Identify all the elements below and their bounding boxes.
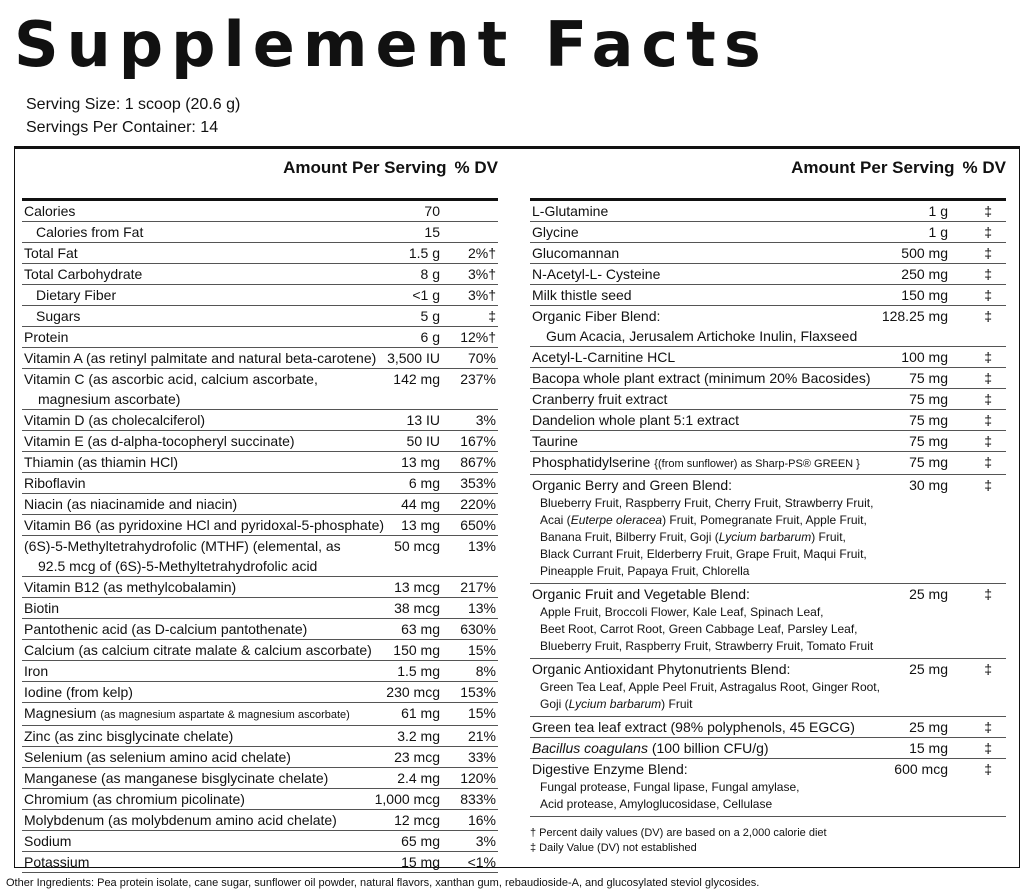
nutrient-name-text: Sodium	[24, 833, 72, 849]
amount-header: Amount Per Serving	[283, 158, 447, 177]
amount-value: 1.5 g	[408, 245, 440, 261]
other-ingredients: Other Ingredients: Pea protein isolate, cane sugar, sunflower oil powder, natural flavors, xanthan gum, rebaudioside-A, and glucosylated steviol glycosides.	[6, 877, 760, 889]
dv-header: % DV	[962, 158, 1006, 177]
table-row	[530, 431, 1006, 452]
amount-value: 230 mcg	[386, 684, 440, 700]
table-row	[22, 264, 498, 285]
table-row	[22, 431, 498, 452]
daily-value: <1%	[467, 854, 496, 870]
table-row	[22, 789, 498, 810]
amount-value: 13 mg	[401, 517, 440, 533]
daily-value: 3%	[475, 833, 496, 849]
nutrient-name-text: Sugars	[36, 308, 81, 324]
amount-value: 150 mg	[393, 642, 440, 658]
table-row	[22, 222, 498, 243]
daily-value: ‡	[984, 454, 992, 470]
daily-value: 153%	[460, 684, 496, 700]
table-row	[22, 726, 498, 747]
table-row	[22, 831, 498, 852]
latin-name: Lycium barbarum	[718, 530, 812, 544]
daily-value: ‡	[984, 266, 992, 282]
nutrient-name-text: Organic Fiber Blend:	[532, 308, 661, 324]
nutrient-name-text: Glycine	[532, 224, 579, 240]
table-row	[22, 619, 498, 640]
amount-value: 1 g	[928, 224, 948, 240]
table-row	[22, 410, 498, 431]
amount-value: 44 mg	[401, 496, 440, 512]
daily-value: ‡	[984, 287, 992, 303]
daily-value: ‡	[984, 370, 992, 386]
left-column-header	[283, 158, 498, 178]
nutrient-name-rest: (100 billion CFU/g)	[647, 740, 769, 756]
table-row	[22, 201, 498, 222]
dv-header: % DV	[454, 158, 498, 177]
daily-value: ‡	[984, 349, 992, 365]
table-row	[22, 810, 498, 831]
daily-value: 167%	[460, 433, 496, 449]
nutrient-name-text: L-Glutamine	[532, 203, 609, 219]
daily-value: ‡	[984, 477, 992, 493]
amount-value: 25 mg	[909, 586, 948, 602]
table-row	[22, 661, 498, 682]
table-row	[22, 536, 498, 577]
nutrient-name-text: Iron	[24, 663, 49, 679]
daily-value: ‡	[984, 391, 992, 407]
amount-value: 15 mg	[909, 740, 948, 756]
nutrient-name-text: Biotin	[24, 600, 60, 616]
table-row	[22, 682, 498, 703]
nutrient-name-continued: magnesium ascorbate)	[38, 391, 181, 407]
amount-value: 600 mcg	[894, 761, 948, 777]
table-row	[22, 640, 498, 661]
table-row	[22, 369, 498, 410]
nutrient-name-text: Digestive Enzyme Blend:	[532, 761, 688, 777]
table-row	[22, 768, 498, 789]
amount-value: 30 mg	[909, 477, 948, 493]
table-row	[530, 759, 1006, 817]
nutrient-name-text: Selenium (as selenium amino acid chelate)	[24, 749, 291, 765]
table-row	[22, 327, 498, 348]
daily-value: 833%	[460, 791, 496, 807]
amount-value: 23 mcg	[394, 749, 440, 765]
nutrient-name-text: Organic Fruit and Vegetable Blend:	[532, 586, 750, 602]
blend-ingredients-line: Apple Fruit, Broccoli Flower, Kale Leaf, Spinach Leaf,	[540, 605, 824, 619]
table-row	[22, 494, 498, 515]
daily-value: 3%†	[467, 266, 496, 282]
blend-ingredients-line: Goji (Lycium barbarum) Fruit	[540, 697, 693, 711]
table-row	[530, 222, 1006, 243]
blend-ingredients-line: Banana Fruit, Bilberry Fruit, Goji (Lycium barbarum) Fruit,	[540, 530, 846, 544]
daily-value: ‡	[984, 719, 992, 735]
amount-value: 75 mg	[909, 370, 948, 386]
amount-value: 142 mg	[393, 371, 440, 387]
nutrient-name-text: Riboflavin	[24, 475, 86, 491]
table-row	[22, 473, 498, 494]
table-row	[530, 475, 1006, 584]
amount-value: 1 g	[928, 203, 948, 219]
nutrient-name-continued: Gum Acacia, Jerusalem Artichoke Inulin, Flaxseed	[546, 328, 858, 344]
nutrient-name-text: Acetyl-L-Carnitine HCL	[532, 349, 676, 365]
left-nutrient-table	[22, 198, 498, 873]
nutrient-name-text: Organic Berry and Green Blend:	[532, 477, 732, 493]
daily-value: 12%†	[460, 329, 496, 345]
amount-value: 13 mg	[401, 454, 440, 470]
nutrient-name-text: Calcium (as calcium citrate malate & calcium ascorbate)	[24, 642, 372, 658]
daily-value: 237%	[460, 371, 496, 387]
nutrient-name-text: Phosphatidylserine	[532, 454, 651, 470]
nutrient-name-text: Calories from Fat	[36, 224, 144, 240]
nutrient-name-text: Protein	[24, 329, 69, 345]
amount-value: 13 IU	[406, 412, 440, 428]
amount-value: 1,000 mcg	[374, 791, 440, 807]
daily-value: 630%	[460, 621, 496, 637]
table-row	[22, 285, 498, 306]
nutrient-name-text: Total Fat	[24, 245, 78, 261]
amount-value: 50 IU	[406, 433, 440, 449]
nutrient-name-text: Magnesium	[24, 705, 97, 721]
daily-value: ‡	[984, 433, 992, 449]
nutrient-name-text: Vitamin E (as d-alpha-tocopheryl succinate)	[24, 433, 295, 449]
table-row	[22, 452, 498, 473]
nutrient-name-text: Glucomannan	[532, 245, 620, 261]
amount-value: 128.25 mg	[881, 308, 948, 324]
table-row	[22, 348, 498, 369]
daily-value: 16%	[467, 812, 496, 828]
nutrient-name-text: Vitamin A (as retinyl palmitate and natural beta-carotene)	[24, 350, 377, 366]
blend-ingredients-line: Blueberry Fruit, Raspberry Fruit, Strawberry Fruit, Tomato Fruit	[540, 639, 874, 653]
amount-value: 50 mcg	[394, 538, 440, 554]
nutrient-name-text: Chromium (as chromium picolinate)	[24, 791, 245, 807]
daily-value: 2%†	[467, 245, 496, 261]
table-row	[530, 264, 1006, 285]
nutrient-name-text: Calories	[24, 203, 76, 219]
amount-value: 6 mg	[408, 475, 440, 491]
daily-value: 13%	[467, 600, 496, 616]
blend-ingredients-line: Acai (Euterpe oleracea) Fruit, Pomegranate Fruit, Apple Fruit,	[540, 513, 867, 527]
table-row	[530, 306, 1006, 347]
amount-value: 500 mg	[901, 245, 948, 261]
nutrient-name-text: Dietary Fiber	[36, 287, 117, 303]
nutrient-name-text: Manganese (as manganese bisglycinate chelate)	[24, 770, 329, 786]
daily-value: ‡	[984, 586, 992, 602]
blend-ingredients-line: Fungal protease, Fungal lipase, Fungal amylase,	[540, 780, 800, 794]
nutrient-name-text: N-Acetyl-L- Cysteine	[532, 266, 661, 282]
nutrient-name-text: Vitamin B12 (as methylcobalamin)	[24, 579, 237, 595]
nutrient-name-text: Zinc (as zinc bisglycinate chelate)	[24, 728, 234, 744]
table-row	[530, 243, 1006, 264]
daily-value: 8%	[475, 663, 496, 679]
table-row	[530, 410, 1006, 431]
blend-ingredients-line: Acid protease, Amyloglucosidase, Cellulase	[540, 797, 773, 811]
amount-value: 15	[424, 224, 440, 240]
table-row	[22, 243, 498, 264]
amount-value: 65 mg	[401, 833, 440, 849]
daily-value: ‡	[984, 308, 992, 324]
nutrient-source-note: {(from sunflower) as Sharp-PS® GREEN }	[654, 458, 860, 470]
daily-value: 220%	[460, 496, 496, 512]
amount-value: 61 mg	[401, 705, 440, 721]
amount-value: 38 mcg	[394, 600, 440, 616]
nutrient-name-text: Total Carbohydrate	[24, 266, 143, 282]
amount-value: 2.4 mg	[397, 770, 440, 786]
table-row	[530, 389, 1006, 410]
latin-name: Lycium barbarum	[568, 697, 662, 711]
table-row	[530, 738, 1006, 759]
blend-ingredients-line: Blueberry Fruit, Raspberry Fruit, Cherry Fruit, Strawberry Fruit,	[540, 496, 874, 510]
daily-value: 120%	[460, 770, 496, 786]
blend-ingredients-line: Black Currant Fruit, Elderberry Fruit, Grape Fruit, Maqui Fruit,	[540, 547, 867, 561]
nutrient-name-text: Potassium	[24, 854, 90, 870]
amount-value: 1.5 mg	[397, 663, 440, 679]
amount-value: 75 mg	[909, 454, 948, 470]
amount-header: Amount Per Serving	[791, 158, 955, 177]
table-row	[530, 368, 1006, 389]
amount-value: 8 g	[420, 266, 440, 282]
amount-value: 100 mg	[901, 349, 948, 365]
nutrient-name-text: Green tea leaf extract (98% polyphenols, 45 EGCG)	[532, 719, 855, 735]
serving-size: Serving Size: 1 scoop (20.6 g)	[26, 96, 241, 113]
amount-value: <1 g	[412, 287, 440, 303]
daily-value: 70%	[467, 350, 496, 366]
table-row	[530, 285, 1006, 306]
nutrient-name-text: Iodine (from kelp)	[24, 684, 133, 700]
table-row	[22, 577, 498, 598]
nutrient-name-text: Pantothenic acid (as D-calcium pantothenate)	[24, 621, 308, 637]
daily-value: 3%	[475, 412, 496, 428]
nutrient-name-text: Molybdenum (as molybdenum amino acid chelate)	[24, 812, 337, 828]
daily-value: 15%	[467, 642, 496, 658]
nutrient-name-text: Vitamin C (as ascorbic acid, calcium ascorbate,	[24, 371, 318, 387]
right-column-header	[791, 158, 1006, 178]
amount-value: 25 mg	[909, 719, 948, 735]
daily-value: 13%	[467, 538, 496, 554]
latin-name: Euterpe oleracea	[570, 513, 663, 527]
amount-value: 75 mg	[909, 412, 948, 428]
table-row	[530, 201, 1006, 222]
nutrient-name-text: Milk thistle seed	[532, 287, 632, 303]
footnote-percent-dv: † Percent daily values (DV) are based on a 2,000 calorie diet	[530, 827, 827, 839]
table-row	[530, 659, 1006, 717]
right-ingredient-table	[530, 198, 1006, 817]
nutrient-name-continued: 92.5 mcg of (6S)-5-Methyltetrahydrofolic acid	[38, 558, 318, 574]
daily-value: 15%	[467, 705, 496, 721]
nutrient-name-text: Bacillus coagulans	[532, 740, 648, 756]
amount-value: 13 mcg	[394, 579, 440, 595]
amount-value: 63 mg	[401, 621, 440, 637]
blend-ingredients-line: Green Tea Leaf, Apple Peel Fruit, Astragalus Root, Ginger Root,	[540, 680, 880, 694]
blend-ingredients-line: Beet Root, Carrot Root, Green Cabbage Leaf, Parsley Leaf,	[540, 622, 858, 636]
table-row	[530, 584, 1006, 659]
daily-value: ‡	[984, 203, 992, 219]
nutrient-source-note: (as magnesium aspartate & magnesium ascorbate)	[100, 709, 350, 721]
table-row	[22, 747, 498, 768]
amount-value: 15 mg	[401, 854, 440, 870]
nutrient-name-text: Organic Antioxidant Phytonutrients Blend:	[532, 661, 791, 677]
daily-value: 650%	[460, 517, 496, 533]
nutrient-name-text: Vitamin B6 (as pyridoxine HCl and pyridoxal-5-phosphate)	[24, 517, 385, 533]
nutrient-name-text: Taurine	[532, 433, 578, 449]
nutrient-name-text: Bacopa whole plant extract (minimum 20% Bacosides)	[532, 370, 871, 386]
amount-value: 250 mg	[901, 266, 948, 282]
amount-value: 5 g	[420, 308, 440, 324]
table-row	[22, 515, 498, 536]
daily-value: ‡	[984, 245, 992, 261]
daily-value: ‡	[984, 224, 992, 240]
amount-value: 70	[424, 203, 440, 219]
table-row	[530, 347, 1006, 368]
daily-value: 867%	[460, 454, 496, 470]
daily-value: 217%	[460, 579, 496, 595]
daily-value: ‡	[984, 761, 992, 777]
daily-value: ‡	[984, 740, 992, 756]
amount-value: 6 g	[420, 329, 440, 345]
amount-value: 75 mg	[909, 433, 948, 449]
table-row	[530, 717, 1006, 738]
daily-value: ‡	[984, 661, 992, 677]
table-row	[22, 598, 498, 619]
nutrient-name-text: (6S)-5-Methyltetrahydrofolic (MTHF) (elemental, as	[24, 538, 341, 554]
nutrient-name-text: Niacin (as niacinamide and niacin)	[24, 496, 238, 512]
table-row	[22, 852, 498, 873]
daily-value: 33%	[467, 749, 496, 765]
blend-ingredients-line: Pineapple Fruit, Papaya Fruit, Chlorella	[540, 564, 750, 578]
footnote-dv-not-established: ‡ Daily Value (DV) not established	[530, 842, 697, 854]
nutrient-name-text: Cranberry fruit extract	[532, 391, 668, 407]
amount-value: 3.2 mg	[397, 728, 440, 744]
amount-value: 12 mcg	[394, 812, 440, 828]
daily-value: ‡	[488, 308, 496, 324]
table-row	[22, 306, 498, 327]
amount-value: 75 mg	[909, 391, 948, 407]
table-row	[22, 703, 498, 726]
amount-value: 25 mg	[909, 661, 948, 677]
amount-value: 3,500 IU	[387, 350, 440, 366]
daily-value: 3%†	[467, 287, 496, 303]
servings-per-container: Servings Per Container: 14	[26, 119, 219, 136]
nutrient-name-text: Vitamin D (as cholecalciferol)	[24, 412, 206, 428]
daily-value: ‡	[984, 412, 992, 428]
daily-value: 21%	[467, 728, 496, 744]
amount-value: 150 mg	[901, 287, 948, 303]
nutrient-name-text: Dandelion whole plant 5:1 extract	[532, 412, 740, 428]
daily-value: 353%	[460, 475, 496, 491]
table-row	[530, 452, 1006, 475]
nutrient-name-text: Thiamin (as thiamin HCl)	[24, 454, 179, 470]
panel-title: Supplement Facts	[14, 8, 769, 81]
